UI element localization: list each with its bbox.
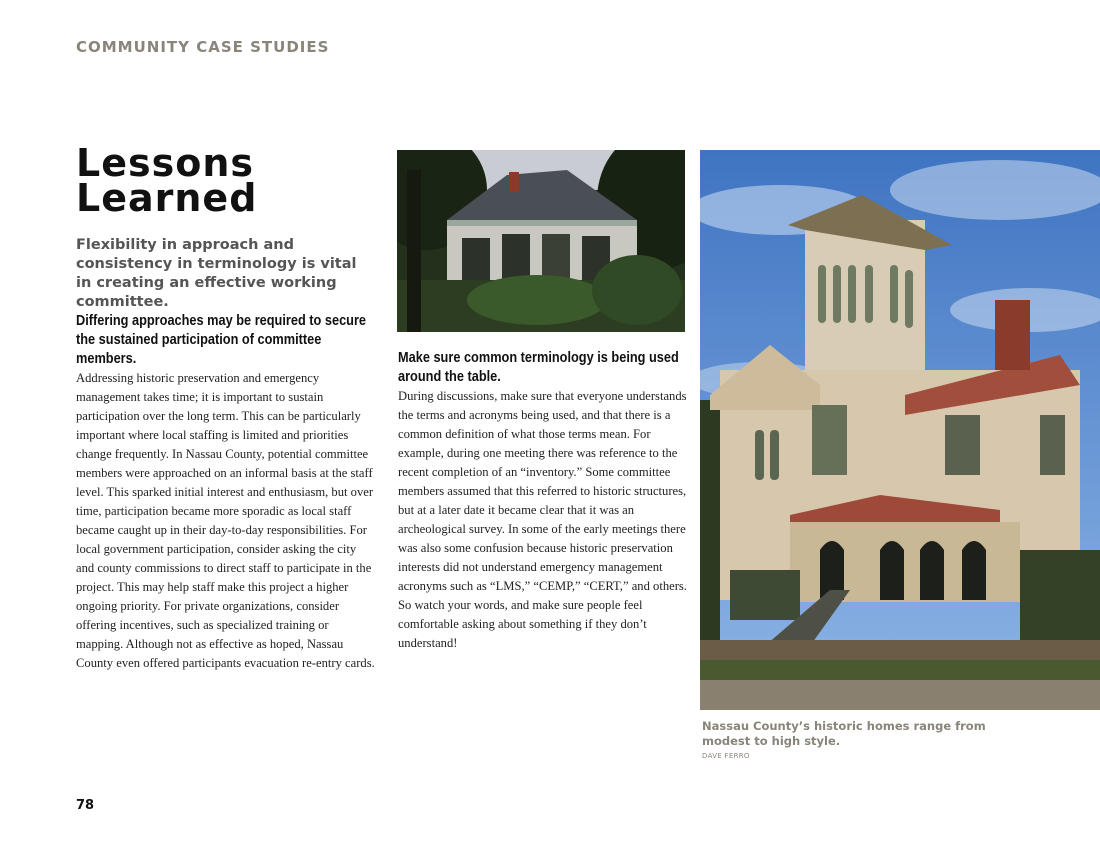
cottage-photo [397, 150, 685, 332]
victorian-house-photo [700, 150, 1100, 710]
lede-text: Flexibility in approach and consistency in terminology is vital in creating an effective working committee. [76, 237, 357, 310]
title-line-1: Lessons [76, 141, 254, 185]
photo-credit: DAVE FERRO [702, 752, 750, 760]
photo-caption: Nassau County’s historic homes range from modest to high style. [702, 719, 986, 748]
section-heading-approaches: Differing approaches may be required to secure the sustained participation of committee members. [76, 313, 367, 367]
column-middle [398, 349, 698, 653]
section-body-terminology: During discussions, make sure that everyone understands the terms and acronyms being used, and that there is a common definition of what those terms mean. For example, during one meeting there was reference to the recent completion of an “inventory.” Some committee members assumed that this referred to historic structures, but at a later date it became clear that it was an archeological survey. In some of the early meetings there was also some confusion because historic preservation interests did not understand emergency management acronyms such as “LMS,” “CEMP,” “CERT,” and others. So watch your words, and make sure people feel comfortable asking about something if they don’t understand! [398, 389, 687, 650]
page-title [76, 141, 258, 220]
section-body-approaches: Addressing historic preservation and emergency management takes time; it is important to sustain participation over the long term. This can be particularly important where local staffing is limited and priorities change frequently. In Nassau County, potential committee members were approached on an informal basis at the staff level. This sparked initial interest and enthusiasm, but over time, participation became more sporadic as local staff became caught up in their day-to-day responsibilities. For local government participation, consider asking the city and county commissions to direct staff to participate in the project. This may help staff make this project a higher ongoing priority. For private organizations, consider offering incentives, such as specialized training or mapping. Although not as effective as hoped, Nassau County even offered participants evacuation re-entry cards. [76, 371, 375, 670]
title-line-2: Learned [76, 176, 258, 220]
page-number: 78 [76, 798, 95, 813]
section-heading-terminology: Make sure common terminology is being used around the table. [398, 350, 679, 385]
section-label: COMMUNITY CASE STUDIES [76, 38, 330, 56]
column-left [76, 312, 376, 673]
